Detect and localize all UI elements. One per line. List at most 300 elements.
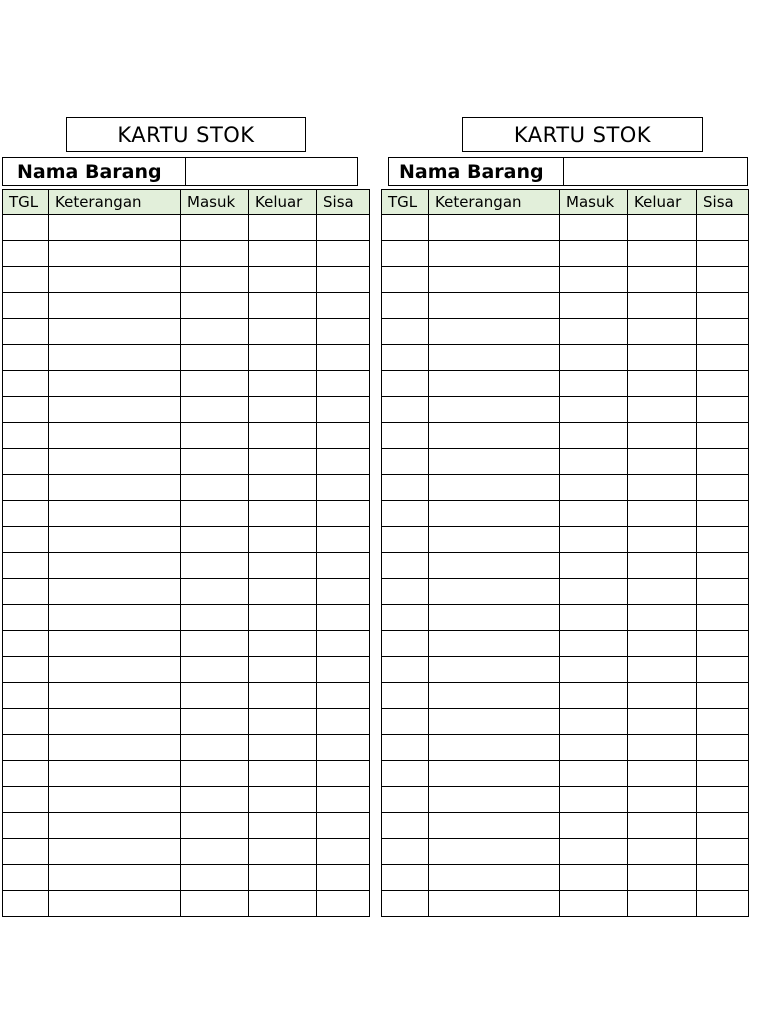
cell-keterangan[interactable] [429, 813, 560, 839]
cell-sisa[interactable] [317, 813, 370, 839]
cell-keterangan[interactable] [429, 865, 560, 891]
cell-keluar[interactable] [249, 371, 317, 397]
cell-keluar[interactable] [249, 293, 317, 319]
cell-masuk[interactable] [560, 475, 628, 501]
cell-keterangan[interactable] [49, 241, 181, 267]
cell-tgl[interactable] [3, 657, 49, 683]
cell-sisa[interactable] [317, 475, 370, 501]
cell-keterangan[interactable] [49, 293, 181, 319]
cell-tgl[interactable] [382, 657, 429, 683]
table-row [3, 475, 370, 501]
cell-keterangan[interactable] [429, 267, 560, 293]
cell-tgl[interactable] [382, 397, 429, 423]
cell-keterangan[interactable] [49, 319, 181, 345]
cell-masuk[interactable] [181, 891, 249, 917]
cell-masuk[interactable] [560, 527, 628, 553]
cell-sisa[interactable] [697, 449, 749, 475]
cell-keterangan[interactable] [429, 293, 560, 319]
cell-keterangan[interactable] [429, 683, 560, 709]
cell-sisa[interactable] [697, 631, 749, 657]
cell-tgl[interactable] [382, 865, 429, 891]
cell-masuk[interactable] [181, 839, 249, 865]
cell-tgl[interactable] [3, 475, 49, 501]
cell-keluar[interactable] [249, 631, 317, 657]
cell-keluar[interactable] [249, 787, 317, 813]
cell-keluar[interactable] [249, 241, 317, 267]
cell-masuk[interactable] [560, 267, 628, 293]
cell-keluar[interactable] [628, 371, 697, 397]
cell-tgl[interactable] [3, 397, 49, 423]
cell-sisa[interactable] [317, 293, 370, 319]
cell-keluar[interactable] [249, 475, 317, 501]
cell-sisa[interactable] [317, 553, 370, 579]
cell-sisa[interactable] [697, 891, 749, 917]
cell-keluar[interactable] [249, 267, 317, 293]
cell-tgl[interactable] [3, 761, 49, 787]
cell-tgl[interactable] [3, 891, 49, 917]
table-row [382, 345, 749, 371]
cell-keterangan[interactable] [429, 579, 560, 605]
cell-tgl[interactable] [3, 683, 49, 709]
cell-sisa[interactable] [697, 501, 749, 527]
cell-keterangan[interactable] [429, 501, 560, 527]
cell-tgl[interactable] [3, 839, 49, 865]
cell-keluar[interactable] [628, 787, 697, 813]
cell-keluar[interactable] [249, 735, 317, 761]
cell-sisa[interactable] [317, 579, 370, 605]
cell-tgl[interactable] [382, 813, 429, 839]
cell-masuk[interactable] [560, 293, 628, 319]
cell-masuk[interactable] [560, 423, 628, 449]
table-row [3, 605, 370, 631]
table-row [3, 397, 370, 423]
cell-keluar[interactable] [628, 605, 697, 631]
cell-keluar[interactable] [628, 293, 697, 319]
cell-tgl[interactable] [3, 293, 49, 319]
table-row [3, 787, 370, 813]
cell-tgl[interactable] [382, 215, 429, 241]
cell-sisa[interactable] [317, 215, 370, 241]
cell-masuk[interactable] [181, 397, 249, 423]
cell-sisa[interactable] [697, 839, 749, 865]
cell-sisa[interactable] [697, 527, 749, 553]
cell-keterangan[interactable] [429, 241, 560, 267]
cell-keterangan[interactable] [49, 761, 181, 787]
cell-tgl[interactable] [3, 605, 49, 631]
table-row [382, 579, 749, 605]
cell-sisa[interactable] [697, 813, 749, 839]
cell-keterangan[interactable] [49, 813, 181, 839]
table-row [382, 215, 749, 241]
cell-keluar[interactable] [628, 579, 697, 605]
table-row [382, 241, 749, 267]
cell-sisa[interactable] [317, 371, 370, 397]
cell-sisa[interactable] [697, 579, 749, 605]
cell-tgl[interactable] [382, 761, 429, 787]
cell-sisa[interactable] [317, 761, 370, 787]
cell-keluar[interactable] [628, 631, 697, 657]
cell-keluar[interactable] [628, 397, 697, 423]
cell-keterangan[interactable] [49, 397, 181, 423]
cell-masuk[interactable] [181, 709, 249, 735]
cell-sisa[interactable] [697, 475, 749, 501]
cell-keterangan[interactable] [429, 449, 560, 475]
cell-tgl[interactable] [3, 709, 49, 735]
cell-keluar[interactable] [628, 735, 697, 761]
cell-sisa[interactable] [317, 839, 370, 865]
cell-masuk[interactable] [181, 579, 249, 605]
cell-sisa[interactable] [317, 605, 370, 631]
cell-masuk[interactable] [181, 683, 249, 709]
cell-keterangan[interactable] [49, 891, 181, 917]
cell-tgl[interactable] [382, 475, 429, 501]
cell-sisa[interactable] [317, 501, 370, 527]
table-row [3, 839, 370, 865]
cell-tgl[interactable] [382, 891, 429, 917]
cell-sisa[interactable] [697, 345, 749, 371]
cell-tgl[interactable] [382, 605, 429, 631]
cell-tgl[interactable] [382, 449, 429, 475]
cell-masuk[interactable] [181, 813, 249, 839]
cell-sisa[interactable] [317, 631, 370, 657]
cell-keterangan[interactable] [429, 839, 560, 865]
cell-keluar[interactable] [628, 683, 697, 709]
cell-masuk[interactable] [181, 423, 249, 449]
cell-sisa[interactable] [317, 787, 370, 813]
cell-masuk[interactable] [560, 761, 628, 787]
cell-tgl[interactable] [3, 735, 49, 761]
cell-tgl[interactable] [3, 553, 49, 579]
cell-tgl[interactable] [382, 423, 429, 449]
table-row [3, 319, 370, 345]
cell-keluar[interactable] [628, 345, 697, 371]
cell-masuk[interactable] [181, 345, 249, 371]
table-row [3, 683, 370, 709]
cell-sisa[interactable] [697, 241, 749, 267]
cell-keluar[interactable] [249, 319, 317, 345]
cell-masuk[interactable] [560, 501, 628, 527]
cell-sisa[interactable] [697, 267, 749, 293]
cell-keluar[interactable] [249, 839, 317, 865]
cell-tgl[interactable] [3, 215, 49, 241]
cell-masuk[interactable] [181, 267, 249, 293]
cell-tgl[interactable] [3, 813, 49, 839]
cell-keterangan[interactable] [49, 267, 181, 293]
cell-keterangan[interactable] [49, 215, 181, 241]
cell-masuk[interactable] [560, 865, 628, 891]
cell-tgl[interactable] [3, 449, 49, 475]
cell-masuk[interactable] [181, 527, 249, 553]
cell-keterangan[interactable] [49, 605, 181, 631]
cell-masuk[interactable] [560, 241, 628, 267]
cell-keterangan[interactable] [49, 839, 181, 865]
cell-keluar[interactable] [249, 657, 317, 683]
cell-sisa[interactable] [697, 215, 749, 241]
cell-tgl[interactable] [3, 371, 49, 397]
cell-masuk[interactable] [181, 215, 249, 241]
cell-masuk[interactable] [560, 605, 628, 631]
cell-keterangan[interactable] [49, 475, 181, 501]
cell-keterangan[interactable] [49, 865, 181, 891]
cell-keluar[interactable] [628, 839, 697, 865]
cell-sisa[interactable] [317, 267, 370, 293]
cell-masuk[interactable] [560, 579, 628, 605]
table-row [3, 345, 370, 371]
cell-tgl[interactable] [3, 501, 49, 527]
cell-tgl[interactable] [382, 371, 429, 397]
cell-masuk[interactable] [181, 371, 249, 397]
cell-keterangan[interactable] [49, 579, 181, 605]
table-row [3, 215, 370, 241]
cell-sisa[interactable] [697, 553, 749, 579]
cell-tgl[interactable] [382, 267, 429, 293]
cell-keterangan[interactable] [429, 215, 560, 241]
cell-keluar[interactable] [628, 475, 697, 501]
cell-sisa[interactable] [317, 683, 370, 709]
cell-masuk[interactable] [560, 631, 628, 657]
cell-keluar[interactable] [249, 527, 317, 553]
cell-keterangan[interactable] [429, 605, 560, 631]
cell-sisa[interactable] [317, 865, 370, 891]
cell-keterangan[interactable] [49, 657, 181, 683]
table-row [3, 449, 370, 475]
cell-masuk[interactable] [181, 449, 249, 475]
cell-keterangan[interactable] [49, 631, 181, 657]
table-header-row [3, 190, 370, 215]
cell-keterangan[interactable] [429, 475, 560, 501]
cell-masuk[interactable] [560, 449, 628, 475]
cell-keluar[interactable] [249, 579, 317, 605]
cell-masuk[interactable] [181, 553, 249, 579]
cell-keluar[interactable] [628, 449, 697, 475]
cell-sisa[interactable] [317, 423, 370, 449]
cell-masuk[interactable] [560, 345, 628, 371]
cell-keterangan[interactable] [49, 553, 181, 579]
cell-keterangan[interactable] [429, 371, 560, 397]
cell-keterangan[interactable] [429, 735, 560, 761]
cell-masuk[interactable] [181, 293, 249, 319]
cell-keluar[interactable] [628, 241, 697, 267]
cell-sisa[interactable] [317, 397, 370, 423]
table-row [382, 319, 749, 345]
cell-keluar[interactable] [249, 397, 317, 423]
cell-tgl[interactable] [3, 787, 49, 813]
cell-tgl[interactable] [3, 319, 49, 345]
cell-keluar[interactable] [628, 553, 697, 579]
cell-keluar[interactable] [249, 501, 317, 527]
cell-keterangan[interactable] [49, 527, 181, 553]
cell-keterangan[interactable] [429, 891, 560, 917]
cell-keterangan[interactable] [49, 709, 181, 735]
cell-keterangan[interactable] [49, 501, 181, 527]
cell-sisa[interactable] [317, 657, 370, 683]
cell-masuk[interactable] [181, 241, 249, 267]
cell-tgl[interactable] [3, 267, 49, 293]
table-row [3, 813, 370, 839]
cell-tgl[interactable] [382, 319, 429, 345]
cell-keterangan[interactable] [429, 553, 560, 579]
cell-tgl[interactable] [3, 631, 49, 657]
cell-keterangan[interactable] [429, 345, 560, 371]
cell-keluar[interactable] [628, 657, 697, 683]
cell-keluar[interactable] [628, 319, 697, 345]
cell-tgl[interactable] [382, 527, 429, 553]
table-row [3, 293, 370, 319]
cell-keluar[interactable] [249, 345, 317, 371]
cell-masuk[interactable] [560, 735, 628, 761]
cell-tgl[interactable] [3, 423, 49, 449]
cell-masuk[interactable] [560, 371, 628, 397]
cell-tgl[interactable] [382, 787, 429, 813]
cell-sisa[interactable] [697, 683, 749, 709]
cell-keluar[interactable] [249, 605, 317, 631]
cell-tgl[interactable] [382, 345, 429, 371]
cell-tgl[interactable] [382, 293, 429, 319]
table-row [3, 423, 370, 449]
cell-keluar[interactable] [628, 215, 697, 241]
cell-keluar[interactable] [628, 501, 697, 527]
cell-tgl[interactable] [382, 839, 429, 865]
cell-keluar[interactable] [249, 423, 317, 449]
cell-keterangan[interactable] [429, 787, 560, 813]
cell-sisa[interactable] [697, 761, 749, 787]
cell-masuk[interactable] [181, 631, 249, 657]
cell-keterangan[interactable] [429, 657, 560, 683]
cell-sisa[interactable] [317, 891, 370, 917]
column-header-keterangan: Keterangan [429, 190, 560, 215]
cell-keluar[interactable] [249, 709, 317, 735]
table-row [382, 761, 749, 787]
cell-keluar[interactable] [628, 527, 697, 553]
cell-sisa[interactable] [697, 423, 749, 449]
cell-keluar[interactable] [628, 865, 697, 891]
cell-masuk[interactable] [560, 215, 628, 241]
cell-masuk[interactable] [181, 319, 249, 345]
cell-keluar[interactable] [249, 761, 317, 787]
cell-sisa[interactable] [697, 787, 749, 813]
cell-keterangan[interactable] [49, 371, 181, 397]
cell-sisa[interactable] [697, 709, 749, 735]
cell-sisa[interactable] [697, 319, 749, 345]
table-row [3, 527, 370, 553]
cell-sisa[interactable] [317, 449, 370, 475]
cell-masuk[interactable] [181, 761, 249, 787]
cell-keterangan[interactable] [49, 787, 181, 813]
cell-keluar[interactable] [628, 709, 697, 735]
cell-tgl[interactable] [382, 631, 429, 657]
cell-masuk[interactable] [181, 735, 249, 761]
cell-tgl[interactable] [382, 709, 429, 735]
table-row [382, 839, 749, 865]
cell-tgl[interactable] [382, 501, 429, 527]
cell-masuk[interactable] [181, 865, 249, 891]
cell-sisa[interactable] [697, 397, 749, 423]
cell-masuk[interactable] [560, 553, 628, 579]
cell-tgl[interactable] [3, 345, 49, 371]
card-title: KARTU STOK [462, 117, 703, 152]
cell-masuk[interactable] [560, 683, 628, 709]
cell-tgl[interactable] [382, 241, 429, 267]
cell-masuk[interactable] [181, 605, 249, 631]
cell-sisa[interactable] [317, 735, 370, 761]
table-row [3, 631, 370, 657]
cell-keluar[interactable] [628, 423, 697, 449]
cell-keluar[interactable] [628, 267, 697, 293]
cell-tgl[interactable] [382, 683, 429, 709]
cell-tgl[interactable] [382, 735, 429, 761]
cell-keluar[interactable] [628, 761, 697, 787]
cell-sisa[interactable] [317, 241, 370, 267]
cell-masuk[interactable] [560, 709, 628, 735]
cell-keterangan[interactable] [429, 397, 560, 423]
item-name-label: Nama Barang [388, 157, 564, 186]
cell-keluar[interactable] [249, 215, 317, 241]
cell-sisa[interactable] [697, 657, 749, 683]
column-header-sisa: Sisa [317, 190, 370, 215]
cell-sisa[interactable] [317, 319, 370, 345]
cell-keterangan[interactable] [49, 735, 181, 761]
cell-masuk[interactable] [560, 813, 628, 839]
cell-keterangan[interactable] [429, 631, 560, 657]
cell-keterangan[interactable] [49, 423, 181, 449]
cell-keluar[interactable] [249, 553, 317, 579]
cell-keterangan[interactable] [49, 345, 181, 371]
cell-keluar[interactable] [628, 891, 697, 917]
cell-masuk[interactable] [560, 657, 628, 683]
cell-sisa[interactable] [697, 371, 749, 397]
cell-keluar[interactable] [249, 813, 317, 839]
cell-tgl[interactable] [3, 579, 49, 605]
cell-keterangan[interactable] [429, 527, 560, 553]
cell-keluar[interactable] [249, 449, 317, 475]
cell-keterangan[interactable] [49, 683, 181, 709]
cell-keluar[interactable] [249, 683, 317, 709]
cell-keluar[interactable] [628, 813, 697, 839]
table-row [382, 449, 749, 475]
cell-masuk[interactable] [181, 475, 249, 501]
cell-sisa[interactable] [317, 345, 370, 371]
cell-sisa[interactable] [317, 527, 370, 553]
cell-keterangan[interactable] [429, 423, 560, 449]
cell-masuk[interactable] [560, 319, 628, 345]
cell-masuk[interactable] [560, 891, 628, 917]
cell-masuk[interactable] [181, 787, 249, 813]
cell-sisa[interactable] [697, 293, 749, 319]
cell-sisa[interactable] [697, 865, 749, 891]
cell-masuk[interactable] [181, 501, 249, 527]
cell-keterangan[interactable] [429, 761, 560, 787]
cell-sisa[interactable] [697, 735, 749, 761]
cell-tgl[interactable] [3, 527, 49, 553]
cell-tgl[interactable] [3, 241, 49, 267]
cell-keluar[interactable] [249, 891, 317, 917]
cell-sisa[interactable] [697, 605, 749, 631]
cell-keluar[interactable] [249, 865, 317, 891]
cell-tgl[interactable] [382, 579, 429, 605]
item-name-field[interactable] [564, 157, 748, 186]
cell-masuk[interactable] [181, 657, 249, 683]
cell-keterangan[interactable] [49, 449, 181, 475]
cell-sisa[interactable] [317, 709, 370, 735]
cell-tgl[interactable] [3, 865, 49, 891]
cell-tgl[interactable] [382, 553, 429, 579]
cell-masuk[interactable] [560, 839, 628, 865]
cell-masuk[interactable] [560, 397, 628, 423]
cell-keterangan[interactable] [429, 319, 560, 345]
item-name-field[interactable] [186, 157, 358, 186]
cell-keterangan[interactable] [429, 709, 560, 735]
cell-masuk[interactable] [560, 787, 628, 813]
